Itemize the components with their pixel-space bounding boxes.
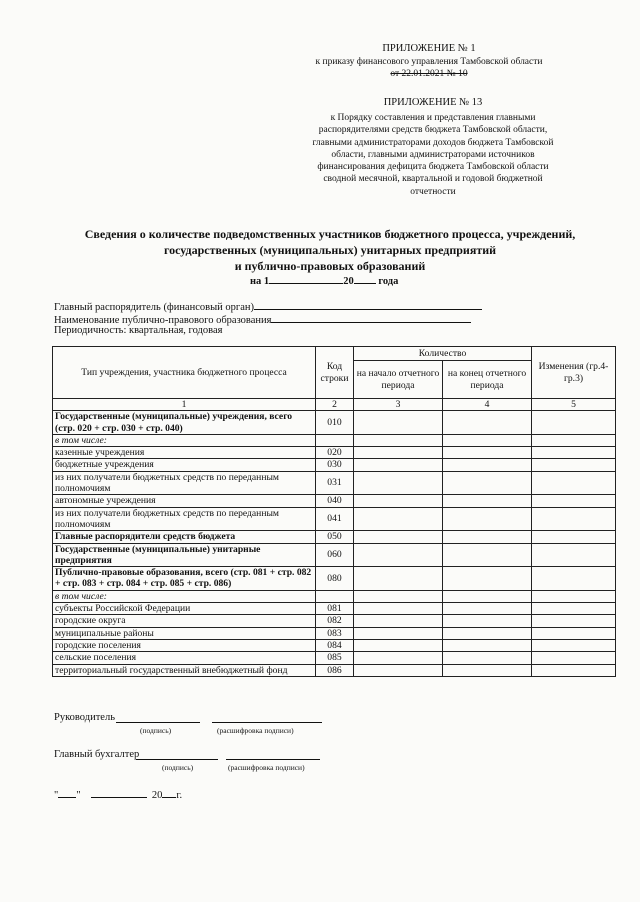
row-code: 041 [316,507,354,531]
end-value-cell[interactable] [443,664,532,676]
report-date-prefix: на 1 [250,276,270,287]
change-value-cell[interactable] [532,459,616,471]
row-code: 020 [316,447,354,459]
head-signature-line [116,712,200,723]
change-value-cell[interactable] [532,543,616,567]
row-code: 030 [316,459,354,471]
row-name: Главные распорядители средств бюджета [53,531,316,543]
table-row [53,531,616,543]
end-value-cell[interactable] [443,447,532,459]
signature-date-year-prefix: 20 [151,790,163,801]
row-name: Публично-правовые образования, всего (стр. 081 + стр. 082 + стр. 083 + стр. 084 + стр. 085 + стр. 086) [53,567,316,591]
row-name: в том числе: [53,590,316,602]
table-row [53,652,616,664]
start-value-cell[interactable] [354,567,443,591]
manager-label: Главный распорядитель (финансовый орган) [54,302,255,313]
row-name: сельские поселения [53,652,316,664]
head-decode-line [212,712,322,723]
table-row [53,567,616,591]
table-row [53,627,616,639]
periodicity: Периодичность: квартальная, годовая [54,325,223,336]
start-value-cell[interactable] [354,447,443,459]
table-row [53,507,616,531]
end-value-cell[interactable] [443,627,532,639]
entity-blank [271,311,471,323]
change-value-cell[interactable] [532,411,616,435]
header-start: на начало отчетного периода [354,361,443,399]
row-code [316,434,354,446]
row-name: территориальный государственный внебюджетный фонд [53,664,316,676]
row-code: 060 [316,543,354,567]
start-value-cell[interactable] [354,495,443,507]
change-value-cell[interactable] [532,664,616,676]
appendix-13-line-5: финансирования дефицита бюджета Тамбовской области [317,162,549,173]
entity-label: Наименование публично-правового образования [54,315,272,326]
appendix-13-title: ПРИЛОЖЕНИЕ № 13 [383,97,483,108]
start-value-cell[interactable] [354,603,443,615]
end-value-cell[interactable] [443,531,532,543]
row-code: 010 [316,411,354,435]
appendix-13-line-2: распорядителями средств бюджета Тамбовской области, [318,125,548,136]
table-row [53,447,616,459]
report-date-day-blank [269,272,343,284]
report-table [52,346,616,677]
header-end: на конец отчетного периода [443,361,532,399]
start-value-cell[interactable] [354,652,443,664]
end-value-cell[interactable] [443,434,532,446]
signature-date-day-blank [58,786,76,798]
table-row [53,615,616,627]
signature-date-suffix: г. [176,790,183,801]
end-value-cell[interactable] [443,567,532,591]
table-row [53,639,616,651]
appendix-1 [304,42,554,81]
change-value-cell[interactable] [532,434,616,446]
row-name: Государственные (муниципальные) учреждения, всего (стр. 020 + стр. 030 + стр. 040) [53,411,316,435]
appendix-13-line-1: к Порядку составления и представления главными [330,113,536,123]
accountant-signature-line [136,749,218,760]
end-value-cell[interactable] [443,471,532,495]
row-code: 084 [316,639,354,651]
header-code: Код строки [316,347,354,399]
row-code: 080 [316,567,354,591]
change-value-cell[interactable] [532,603,616,615]
row-name: автономные учреждения [53,495,316,507]
row-code: 082 [316,615,354,627]
start-value-cell[interactable] [354,664,443,676]
document-title-line-1: Сведения о количестве подведомственных участников бюджетного процесса, учреждений, [84,227,576,241]
accountant-label: Главный бухгалтер [54,749,140,760]
start-value-cell[interactable] [354,471,443,495]
start-value-cell[interactable] [354,459,443,471]
change-value-cell[interactable] [532,652,616,664]
report-date-year-blank [354,272,376,284]
end-value-cell[interactable] [443,603,532,615]
col-number-4: 4 [443,399,532,411]
row-code: 083 [316,627,354,639]
col-number-2: 2 [316,399,354,411]
change-value-cell[interactable] [532,447,616,459]
start-value-cell[interactable] [354,411,443,435]
row-code: 081 [316,603,354,615]
signature-date-close-quote: " [76,790,81,801]
signature-date-open-quote: " [54,790,59,801]
manager-blank [254,298,482,310]
row-name: бюджетные учреждения [53,459,316,471]
start-value-cell[interactable] [354,543,443,567]
table-row [53,590,616,602]
head-signature-hint: (подпись) [140,726,172,735]
row-code [316,590,354,602]
end-value-cell[interactable] [443,590,532,602]
change-value-cell[interactable] [532,590,616,602]
change-value-cell[interactable] [532,495,616,507]
appendix-13-line-6: сводной месячной, квартальной и годовой бюджетной [323,174,543,185]
start-value-cell[interactable] [354,531,443,543]
row-name: из них получатели бюджетных средств по переданным полномочиям [53,471,316,495]
head-label: Руководитель [54,712,115,723]
end-value-cell[interactable] [443,459,532,471]
change-value-cell[interactable] [532,615,616,627]
table-row [53,434,616,446]
accountant-decode-hint: (расшифровка подписи) [228,763,305,772]
column-numbers-row [53,399,616,411]
accountant-decode-line [226,749,320,760]
row-name: из них получатели бюджетных средств по переданным полномочиям [53,507,316,531]
end-value-cell[interactable] [443,615,532,627]
row-code: 086 [316,664,354,676]
table-body [53,411,616,677]
appendix-13 [288,96,578,198]
accountant-signature-hint: (подпись) [162,763,194,772]
change-value-cell[interactable] [532,639,616,651]
signature-date-line [54,786,182,801]
end-value-cell[interactable] [443,411,532,435]
table-row [53,495,616,507]
change-value-cell[interactable] [532,627,616,639]
change-value-cell[interactable] [532,471,616,495]
row-name: городские поселения [53,639,316,651]
header-quantity: Количество [354,347,532,361]
start-value-cell[interactable] [354,639,443,651]
document-title [40,226,620,274]
table-row [53,459,616,471]
row-code: 085 [316,652,354,664]
row-name: в том числе: [53,434,316,446]
table-row [53,411,616,435]
header-row-1 [53,347,616,361]
head-decode-hint: (расшифровка подписи) [217,726,294,735]
row-code: 040 [316,495,354,507]
appendix-13-line-4: области, главными администраторами источников [331,149,535,160]
appendix-1-title: ПРИЛОЖЕНИЕ № 1 [382,43,476,54]
col-number-5: 5 [532,399,616,411]
start-value-cell[interactable] [354,627,443,639]
row-name: казенные учреждения [53,447,316,459]
signature-date-year-blank [162,786,176,798]
row-name: городские округа [53,615,316,627]
change-value-cell[interactable] [532,507,616,531]
end-value-cell[interactable] [443,543,532,567]
row-name: субъекты Российской Федерации [53,603,316,615]
appendix-13-line-7: отчетности [410,186,456,197]
table-row [53,664,616,676]
end-value-cell[interactable] [443,495,532,507]
appendix-13-line-3: главными администраторами доходов бюджета Тамбовской [312,137,554,148]
table-row [53,603,616,615]
end-value-cell[interactable] [443,507,532,531]
report-date-year-prefix: 20 [343,276,354,287]
row-code: 031 [316,471,354,495]
end-value-cell[interactable] [443,652,532,664]
end-value-cell[interactable] [443,639,532,651]
start-value-cell[interactable] [354,615,443,627]
signature-date-month-blank [91,786,147,798]
appendix-1-line-2: от 22.01.2021 № 10 [390,69,468,80]
change-value-cell[interactable] [532,531,616,543]
row-code: 050 [316,531,354,543]
report-date-line [250,272,398,287]
col-number-1: 1 [53,399,316,411]
col-number-3: 3 [354,399,443,411]
document-title-line-3: и публично-правовых образований [234,259,426,273]
header-type: Тип учреждения, участника бюджетного процесса [53,347,316,399]
row-name: муниципальные районы [53,627,316,639]
row-name: Государственные (муниципальные) унитарные предприятия [53,543,316,567]
start-value-cell[interactable] [354,590,443,602]
document-title-line-2: государственных (муниципальных) унитарных предприятий [163,243,497,257]
report-date-suffix: года [378,276,399,287]
start-value-cell[interactable] [354,434,443,446]
table-row [53,543,616,567]
start-value-cell[interactable] [354,507,443,531]
table-row [53,471,616,495]
header-change: Изменения (гр.4-гр.3) [532,347,616,399]
appendix-1-line-1: к приказу финансового управления Тамбовской области [315,57,543,67]
change-value-cell[interactable] [532,567,616,591]
